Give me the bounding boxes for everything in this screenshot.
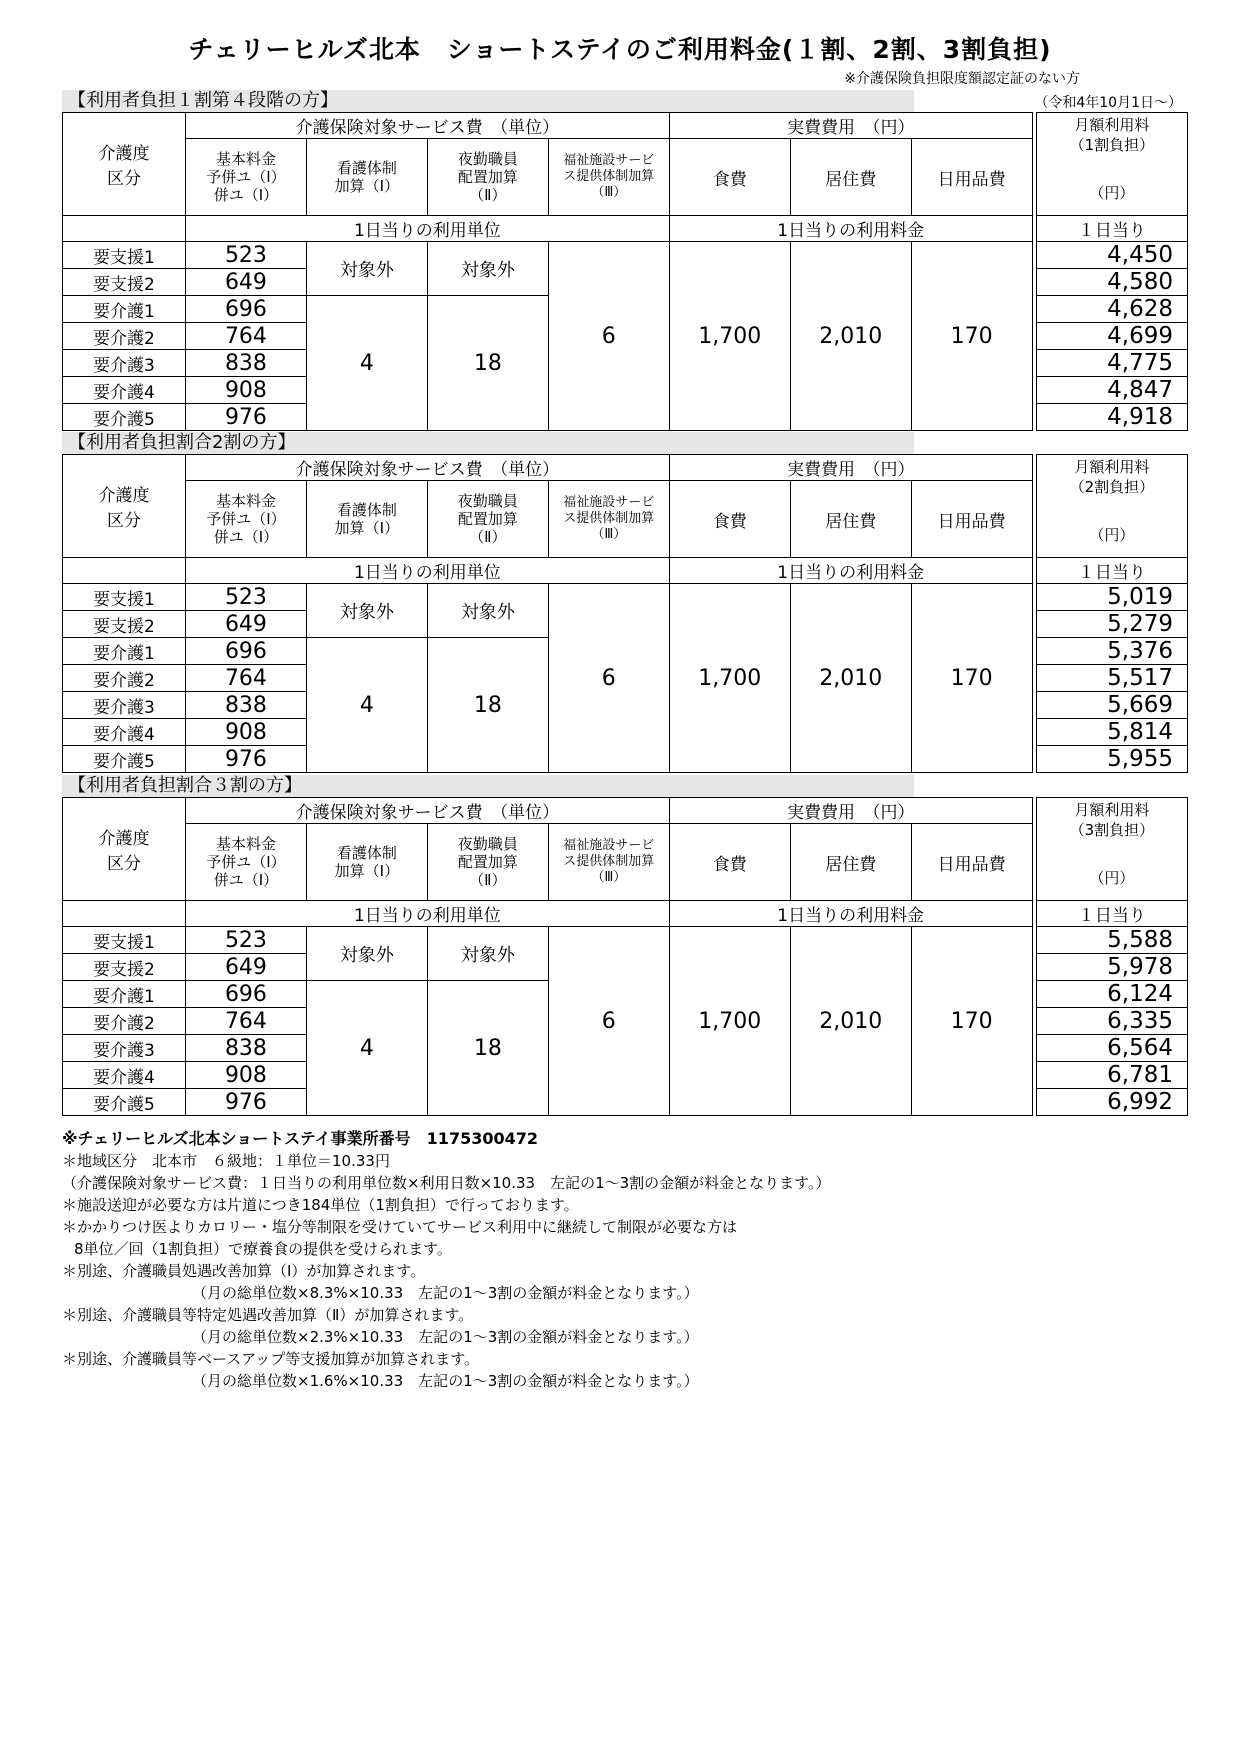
base-units: 696 [185, 638, 306, 665]
header-line: （Ⅱ） [469, 186, 507, 204]
fee-table [62, 454, 1188, 773]
insurance-group-header: 介護保険対象サービス費 （単位） [185, 113, 669, 139]
insurance-group-header: 介護保険対象サービス費 （単位） [185, 455, 669, 481]
care-level: 要介護3 [63, 350, 186, 377]
nursing-units: 4 [306, 981, 427, 1116]
header-line: ス提供体制加算 [563, 854, 655, 869]
header-line: 区分 [106, 854, 141, 874]
food-fee: 1,700 [669, 242, 790, 431]
food-fee: 1,700 [669, 927, 790, 1116]
header-line: 看護体制 [336, 159, 397, 177]
header-line: 夜勤職員 [457, 150, 518, 168]
nursing-not-applicable: 対象外 [306, 242, 427, 296]
care-level: 要介護4 [63, 1062, 186, 1089]
base-fee-header [185, 481, 306, 558]
monthly-amount: 5,955 [1036, 746, 1187, 773]
fee-section [62, 432, 1188, 773]
diet-note-continued: 8単位／回（1割負担）で療養食の提供を受けられます。 [74, 1240, 452, 1258]
care-level: 要介護5 [63, 1089, 186, 1116]
page-title: チェリーヒルズ北本 ショートステイのご利用料金(１割、2割、3割負担) [188, 35, 1052, 64]
table-row [63, 584, 1188, 611]
header-line: 加算（Ⅰ） [334, 862, 400, 880]
header-line: 介護度 [98, 486, 150, 506]
nursing-units: 4 [306, 296, 427, 431]
base-units: 976 [185, 404, 306, 431]
header-line: ス提供体制加算 [563, 169, 655, 184]
table-row [63, 242, 1188, 269]
header-line: 配置加算 [457, 510, 518, 528]
nursing-header [306, 481, 427, 558]
monthly-amount: 4,775 [1036, 350, 1187, 377]
base-units: 649 [185, 954, 306, 981]
base-units: 523 [185, 242, 306, 269]
eligibility-note: ※介護保険負担限度額認定証のない方 [844, 71, 1080, 87]
night-staff-header [427, 481, 548, 558]
addon-note-1: ＊別途、介護職員処遇改善加算（Ⅰ）が加算されます。 [62, 1262, 426, 1280]
addon-calc-1: （月の総単位数×8.3%×10.33 左記の1～3割の金額が料金となります。） [192, 1284, 699, 1302]
section-label: 【利用者負担割合2割の方】 [62, 432, 914, 454]
welfare-units: 6 [548, 242, 669, 431]
base-fee-header [185, 824, 306, 901]
base-units: 649 [185, 269, 306, 296]
header-line: 介護度 [98, 829, 150, 849]
units-per-day-label: 1日当りの利用単位 [185, 901, 669, 927]
header-line: 基本料金 [215, 492, 276, 510]
header-line: 予併ユ（Ⅰ） [206, 168, 286, 186]
fee-per-day-label: 1日当りの利用料金 [669, 216, 1032, 242]
daily-goods-fee: 170 [911, 242, 1032, 431]
units-per-day-label: 1日当りの利用単位 [185, 558, 669, 584]
fee-section [62, 775, 1188, 1116]
actual-group-header: 実費費用 （円） [669, 113, 1032, 139]
monthly-amount: 5,019 [1036, 584, 1187, 611]
care-level: 要介護5 [63, 404, 186, 431]
addon-calc-2: （月の総単位数×2.3%×10.33 左記の1～3割の金額が料金となります。） [192, 1328, 699, 1346]
food-header: 食費 [669, 139, 790, 216]
monthly-amount: 4,580 [1036, 269, 1187, 296]
base-units: 838 [185, 692, 306, 719]
welfare-header [548, 824, 669, 901]
header-line: 区分 [106, 511, 141, 531]
level-header [63, 455, 186, 558]
addon-calc-3: （月の総単位数×1.6%×10.33 左記の1～3割の金額が料金となります。） [192, 1372, 699, 1390]
residence-fee: 2,010 [790, 584, 911, 773]
yen-unit: （円） [1089, 526, 1135, 544]
monthly-ratio: （2割負担） [1069, 478, 1155, 496]
header-line: 看護体制 [336, 844, 397, 862]
header-line: 区分 [106, 169, 141, 189]
header-line: 予併ユ（Ⅰ） [206, 853, 286, 871]
monthly-amount: 4,847 [1036, 377, 1187, 404]
base-units: 696 [185, 981, 306, 1008]
table-row [63, 927, 1188, 954]
base-units: 764 [185, 323, 306, 350]
monthly-amount: 5,814 [1036, 719, 1187, 746]
fee-table [62, 112, 1188, 431]
night-units: 18 [427, 981, 548, 1116]
monthly-amount: 5,376 [1036, 638, 1187, 665]
care-level: 要支援1 [63, 927, 186, 954]
header-line: 配置加算 [457, 853, 518, 871]
monthly-amount: 5,279 [1036, 611, 1187, 638]
monthly-amount: 5,517 [1036, 665, 1187, 692]
monthly-amount: 6,124 [1036, 981, 1187, 1008]
daily-goods-header: 日用品費 [911, 824, 1032, 901]
header-line: 福祉施設サービ [563, 838, 655, 853]
header-line: （Ⅲ） [591, 870, 627, 885]
night-not-applicable: 対象外 [427, 584, 548, 638]
header-line: 基本料金 [215, 150, 276, 168]
monthly-ratio: （3割負担） [1069, 821, 1155, 839]
header-line: 福祉施設サービ [563, 153, 655, 168]
nursing-header [306, 139, 427, 216]
monthly-title: 月額利用料 [1074, 801, 1150, 819]
care-level: 要介護1 [63, 296, 186, 323]
welfare-header [548, 139, 669, 216]
yen-unit: （円） [1089, 184, 1135, 202]
transport-note: ＊施設送迎が必要な方は片道につき184単位（1割負担）で行っております。 [62, 1196, 579, 1214]
monthly-amount: 6,335 [1036, 1008, 1187, 1035]
header-line: （Ⅱ） [469, 871, 507, 889]
care-level: 要介護4 [63, 719, 186, 746]
monthly-amount: 4,699 [1036, 323, 1187, 350]
formula-note: （介護保険対象サービス費：１日当りの利用単位数×利用日数×10.33 左記の1～3割の金額が料金となります。） [62, 1174, 831, 1192]
header-line: 基本料金 [215, 835, 276, 853]
base-fee-header [185, 139, 306, 216]
header-line: 介護度 [98, 144, 150, 164]
monthly-amount: 6,781 [1036, 1062, 1187, 1089]
level-header [63, 798, 186, 901]
monthly-amount: 4,450 [1036, 242, 1187, 269]
base-units: 976 [185, 746, 306, 773]
base-units: 523 [185, 927, 306, 954]
per-day-label: １日当り [1036, 901, 1187, 927]
base-units: 838 [185, 1035, 306, 1062]
header-line: 配置加算 [457, 168, 518, 186]
care-level: 要支援2 [63, 269, 186, 296]
residence-fee: 2,010 [790, 242, 911, 431]
monthly-amount: 5,978 [1036, 954, 1187, 981]
header-line: 予併ユ（Ⅰ） [206, 510, 286, 528]
daily-goods-header: 日用品費 [911, 481, 1032, 558]
header-line: （Ⅲ） [591, 527, 627, 542]
care-level: 要支援1 [63, 584, 186, 611]
daily-goods-fee: 170 [911, 584, 1032, 773]
monthly-title: 月額利用料 [1074, 116, 1150, 134]
monthly-amount: 5,588 [1036, 927, 1187, 954]
addon-note-2: ＊別途、介護職員等特定処遇改善加算（Ⅱ）が加算されます。 [62, 1306, 474, 1324]
actual-group-header: 実費費用 （円） [669, 455, 1032, 481]
base-units: 649 [185, 611, 306, 638]
night-staff-header [427, 139, 548, 216]
header-line: 看護体制 [336, 501, 397, 519]
nursing-units: 4 [306, 638, 427, 773]
care-level: 要介護1 [63, 981, 186, 1008]
food-header: 食費 [669, 481, 790, 558]
welfare-units: 6 [548, 927, 669, 1116]
base-units: 908 [185, 1062, 306, 1089]
header-line: 福祉施設サービ [563, 495, 655, 510]
monthly-amount: 4,918 [1036, 404, 1187, 431]
base-units: 838 [185, 350, 306, 377]
welfare-header [548, 481, 669, 558]
fee-table [62, 797, 1188, 1116]
per-day-label: １日当り [1036, 216, 1187, 242]
level-header [63, 113, 186, 216]
base-units: 696 [185, 296, 306, 323]
care-level: 要介護2 [63, 323, 186, 350]
fee-per-day-label: 1日当りの利用料金 [669, 558, 1032, 584]
monthly-fee-header [1036, 455, 1187, 558]
residence-header: 居住費 [790, 481, 911, 558]
insurance-group-header: 介護保険対象サービス費 （単位） [185, 798, 669, 824]
base-units: 908 [185, 377, 306, 404]
residence-fee: 2,010 [790, 927, 911, 1116]
care-level: 要介護2 [63, 665, 186, 692]
section-label: 【利用者負担割合３割の方】 [62, 775, 914, 797]
monthly-amount: 4,628 [1036, 296, 1187, 323]
fee-section [62, 90, 1188, 431]
night-units: 18 [427, 296, 548, 431]
header-line: 併ユ（Ⅰ） [213, 186, 279, 204]
nursing-not-applicable: 対象外 [306, 927, 427, 981]
header-line: 併ユ（Ⅰ） [213, 871, 279, 889]
header-line: （Ⅱ） [469, 528, 507, 546]
daily-goods-fee: 170 [911, 927, 1032, 1116]
care-level: 要介護1 [63, 638, 186, 665]
care-level: 要支援2 [63, 611, 186, 638]
header-line: 加算（Ⅰ） [334, 177, 400, 195]
monthly-fee-header [1036, 113, 1187, 216]
care-level: 要支援1 [63, 242, 186, 269]
header-line: ス提供体制加算 [563, 511, 655, 526]
actual-group-header: 実費費用 （円） [669, 798, 1032, 824]
header-line: 併ユ（Ⅰ） [213, 528, 279, 546]
monthly-amount: 6,992 [1036, 1089, 1187, 1116]
care-level: 要介護4 [63, 377, 186, 404]
diet-note: ＊かかりつけ医よりカロリー・塩分等制限を受けていてサービス利用中に継続して制限が必要な方は [62, 1218, 738, 1236]
addon-note-3: ＊別途、介護職員等ベースアップ等支援加算が加算されます。 [62, 1350, 480, 1368]
units-per-day-label: 1日当りの利用単位 [185, 216, 669, 242]
night-not-applicable: 対象外 [427, 242, 548, 296]
monthly-title: 月額利用料 [1074, 458, 1150, 476]
nursing-header [306, 824, 427, 901]
effective-date: （令和4年10月1日～） [1034, 95, 1182, 111]
notes-block [62, 1128, 1188, 1392]
yen-unit: （円） [1089, 869, 1135, 887]
base-units: 976 [185, 1089, 306, 1116]
per-day-label: １日当り [1036, 558, 1187, 584]
fee-per-day-label: 1日当りの利用料金 [669, 901, 1032, 927]
care-level: 要介護3 [63, 1035, 186, 1062]
monthly-fee-header [1036, 798, 1187, 901]
header-line: （Ⅲ） [591, 185, 627, 200]
office-number-note: ※チェリーヒルズ北本ショートステイ事業所番号 1175300472 [62, 1129, 539, 1148]
night-staff-header [427, 824, 548, 901]
header-line: 夜勤職員 [457, 835, 518, 853]
header-line: 夜勤職員 [457, 492, 518, 510]
monthly-amount: 6,564 [1036, 1035, 1187, 1062]
night-units: 18 [427, 638, 548, 773]
daily-goods-header: 日用品費 [911, 139, 1032, 216]
residence-header: 居住費 [790, 139, 911, 216]
base-units: 764 [185, 665, 306, 692]
section-label: 【利用者負担１割第４段階の方】 [62, 90, 914, 112]
header-line: 加算（Ⅰ） [334, 519, 400, 537]
base-units: 764 [185, 1008, 306, 1035]
care-level: 要介護3 [63, 692, 186, 719]
care-level: 要介護2 [63, 1008, 186, 1035]
food-fee: 1,700 [669, 584, 790, 773]
monthly-ratio: （1割負担） [1069, 136, 1155, 154]
welfare-units: 6 [548, 584, 669, 773]
care-level: 要支援2 [63, 954, 186, 981]
residence-header: 居住費 [790, 824, 911, 901]
base-units: 523 [185, 584, 306, 611]
area-note: ＊地域区分 北本市 ６級地：１単位＝10.33円 [62, 1152, 390, 1170]
night-not-applicable: 対象外 [427, 927, 548, 981]
base-units: 908 [185, 719, 306, 746]
food-header: 食費 [669, 824, 790, 901]
monthly-amount: 5,669 [1036, 692, 1187, 719]
nursing-not-applicable: 対象外 [306, 584, 427, 638]
care-level: 要介護5 [63, 746, 186, 773]
